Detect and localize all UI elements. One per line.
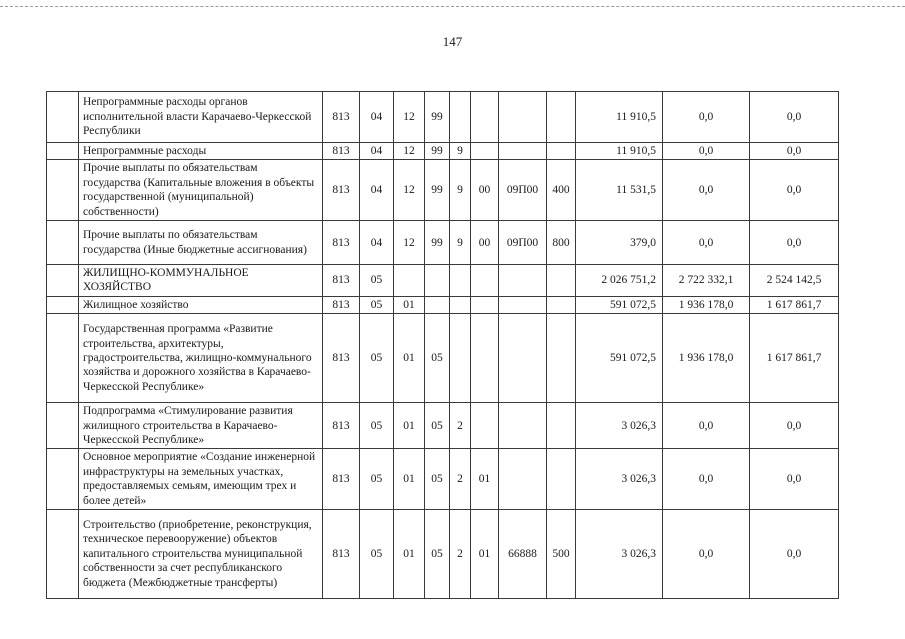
cell-amount-year3: 0,0 (750, 221, 839, 265)
cell-csr-activity (471, 265, 499, 297)
page-number: 147 (442, 34, 463, 49)
cell-blank (47, 160, 79, 221)
cell-ved: 813 (323, 160, 360, 221)
cell-blank (47, 265, 79, 297)
cell-name: Государственная программа «Развитие строительства, архитектуры, градостроительства, жилищно-коммунального хозяйства и дорожного хозяйства в Карачаево-Черкесской Республике» (79, 314, 323, 403)
cell-csr-subprogram (450, 92, 471, 143)
cell-amount-year3: 0,0 (750, 143, 839, 160)
cell-name: ЖИЛИЩНО-КОММУНАЛЬНОЕ ХОЗЯЙСТВО (79, 265, 323, 297)
cell-csr-activity: 01 (471, 510, 499, 599)
cell-csr-direction (499, 265, 547, 297)
cell-csr-program: 99 (425, 221, 450, 265)
cell-csr-activity (471, 92, 499, 143)
cell-csr-subprogram (450, 314, 471, 403)
cell-amount-year3: 1 617 861,7 (750, 296, 839, 313)
cell-csr-activity (471, 296, 499, 313)
cell-rz: 05 (360, 314, 394, 403)
cell-name: Прочие выплаты по обязательствам государства (Капитальные вложения в объекты государственной (муниципальной) собственности) (79, 160, 323, 221)
cell-pr: 12 (394, 92, 425, 143)
cell-csr-subprogram: 9 (450, 143, 471, 160)
cell-csr-program (425, 296, 450, 313)
cell-name: Строительство (приобретение, реконструкция, техническое перевооружение) объектов капитального строительства муниципальной собственности за счет республиканского бюджета (Межбюджетные трансферты) (79, 510, 323, 599)
cell-csr-activity (471, 143, 499, 160)
table-row (47, 143, 839, 160)
table-row (47, 265, 839, 297)
cell-amount-year2: 0,0 (663, 143, 750, 160)
table-row (47, 510, 839, 599)
cell-amount-year2: 2 722 332,1 (663, 265, 750, 297)
cell-vr (547, 265, 576, 297)
cell-csr-program: 05 (425, 403, 450, 449)
cell-csr-subprogram: 9 (450, 221, 471, 265)
cell-vr (547, 296, 576, 313)
cell-amount-year1: 2 026 751,2 (576, 265, 663, 297)
cell-csr-program: 99 (425, 92, 450, 143)
cell-amount-year2: 1 936 178,0 (663, 296, 750, 313)
cell-csr-program: 05 (425, 510, 450, 599)
cell-amount-year1: 11 910,5 (576, 143, 663, 160)
cell-vr (547, 314, 576, 403)
cell-vr (547, 403, 576, 449)
cell-csr-activity (471, 314, 499, 403)
cell-csr-activity: 00 (471, 160, 499, 221)
cell-csr-direction (499, 449, 547, 510)
cell-name: Основное мероприятие «Создание инженерной инфраструктуры на земельных участках, предоставляемых семьям, имеющим трех и более детей» (79, 449, 323, 510)
cell-amount-year1: 3 026,3 (576, 449, 663, 510)
table-body (47, 92, 839, 599)
table-row (47, 92, 839, 143)
cell-csr-program (425, 265, 450, 297)
cell-name: Жилищное хозяйство (79, 296, 323, 313)
cell-rz: 04 (360, 221, 394, 265)
cell-blank (47, 143, 79, 160)
cell-pr: 01 (394, 449, 425, 510)
cell-name: Непрограммные расходы (79, 143, 323, 160)
cell-csr-subprogram (450, 296, 471, 313)
cell-amount-year3: 0,0 (750, 449, 839, 510)
cell-pr: 12 (394, 160, 425, 221)
cell-csr-direction: 09П00 (499, 221, 547, 265)
cell-csr-subprogram (450, 265, 471, 297)
cell-blank (47, 449, 79, 510)
cell-csr-subprogram: 2 (450, 449, 471, 510)
cell-csr-activity: 00 (471, 221, 499, 265)
cell-pr: 12 (394, 143, 425, 160)
cell-amount-year1: 591 072,5 (576, 314, 663, 403)
cell-ved: 813 (323, 221, 360, 265)
table-row (47, 403, 839, 449)
cell-amount-year2: 0,0 (663, 510, 750, 599)
cell-csr-activity: 01 (471, 449, 499, 510)
cell-vr: 500 (547, 510, 576, 599)
cell-vr (547, 92, 576, 143)
table-row (47, 296, 839, 313)
table-row (47, 221, 839, 265)
cell-ved: 813 (323, 403, 360, 449)
cell-rz: 04 (360, 143, 394, 160)
top-rule (0, 6, 905, 8)
cell-rz: 05 (360, 403, 394, 449)
cell-amount-year2: 0,0 (663, 449, 750, 510)
cell-csr-subprogram: 2 (450, 510, 471, 599)
cell-csr-direction (499, 143, 547, 160)
cell-blank (47, 510, 79, 599)
cell-amount-year2: 0,0 (663, 160, 750, 221)
cell-ved: 813 (323, 449, 360, 510)
table-row (47, 314, 839, 403)
table-row (47, 449, 839, 510)
cell-pr: 01 (394, 403, 425, 449)
cell-csr-subprogram: 9 (450, 160, 471, 221)
cell-csr-direction: 09П00 (499, 160, 547, 221)
cell-pr: 12 (394, 221, 425, 265)
cell-amount-year1: 3 026,3 (576, 510, 663, 599)
cell-amount-year3: 2 524 142,5 (750, 265, 839, 297)
cell-ved: 813 (323, 143, 360, 160)
cell-amount-year3: 0,0 (750, 510, 839, 599)
cell-pr: 01 (394, 296, 425, 313)
cell-csr-direction (499, 403, 547, 449)
cell-rz: 05 (360, 510, 394, 599)
cell-rz: 05 (360, 449, 394, 510)
cell-amount-year3: 1 617 861,7 (750, 314, 839, 403)
cell-rz: 04 (360, 92, 394, 143)
cell-ved: 813 (323, 92, 360, 143)
cell-blank (47, 221, 79, 265)
cell-pr: 01 (394, 510, 425, 599)
cell-amount-year2: 0,0 (663, 92, 750, 143)
cell-csr-subprogram: 2 (450, 403, 471, 449)
cell-csr-direction (499, 314, 547, 403)
cell-rz: 05 (360, 265, 394, 297)
cell-csr-direction: 66888 (499, 510, 547, 599)
cell-amount-year1: 11 910,5 (576, 92, 663, 143)
cell-ved: 813 (323, 314, 360, 403)
cell-csr-program: 05 (425, 449, 450, 510)
cell-pr: 01 (394, 314, 425, 403)
cell-amount-year1: 379,0 (576, 221, 663, 265)
cell-amount-year1: 11 531,5 (576, 160, 663, 221)
cell-vr: 800 (547, 221, 576, 265)
cell-csr-program: 05 (425, 314, 450, 403)
cell-csr-direction (499, 296, 547, 313)
cell-ved: 813 (323, 510, 360, 599)
cell-ved: 813 (323, 265, 360, 297)
cell-amount-year1: 3 026,3 (576, 403, 663, 449)
cell-csr-program: 99 (425, 160, 450, 221)
cell-vr (547, 143, 576, 160)
cell-rz: 04 (360, 160, 394, 221)
cell-amount-year3: 0,0 (750, 92, 839, 143)
cell-amount-year2: 1 936 178,0 (663, 314, 750, 403)
cell-csr-direction (499, 92, 547, 143)
cell-amount-year1: 591 072,5 (576, 296, 663, 313)
budget-table (46, 91, 839, 599)
cell-amount-year2: 0,0 (663, 221, 750, 265)
cell-amount-year3: 0,0 (750, 160, 839, 221)
cell-blank (47, 92, 79, 143)
cell-csr-program: 99 (425, 143, 450, 160)
table-row (47, 160, 839, 221)
cell-blank (47, 403, 79, 449)
cell-name: Прочие выплаты по обязательствам государства (Иные бюджетные ассигнования) (79, 221, 323, 265)
cell-blank (47, 314, 79, 403)
cell-ved: 813 (323, 296, 360, 313)
cell-rz: 05 (360, 296, 394, 313)
cell-csr-activity (471, 403, 499, 449)
cell-name: Подпрограмма «Стимулирование развития жилищного строительства в Карачаево-Черкесской Республике» (79, 403, 323, 449)
cell-name: Непрограммные расходы органов исполнительной власти Карачаево-Черкесской Республики (79, 92, 323, 143)
cell-pr (394, 265, 425, 297)
cell-vr (547, 449, 576, 510)
cell-vr: 400 (547, 160, 576, 221)
cell-blank (47, 296, 79, 313)
cell-amount-year3: 0,0 (750, 403, 839, 449)
cell-amount-year2: 0,0 (663, 403, 750, 449)
